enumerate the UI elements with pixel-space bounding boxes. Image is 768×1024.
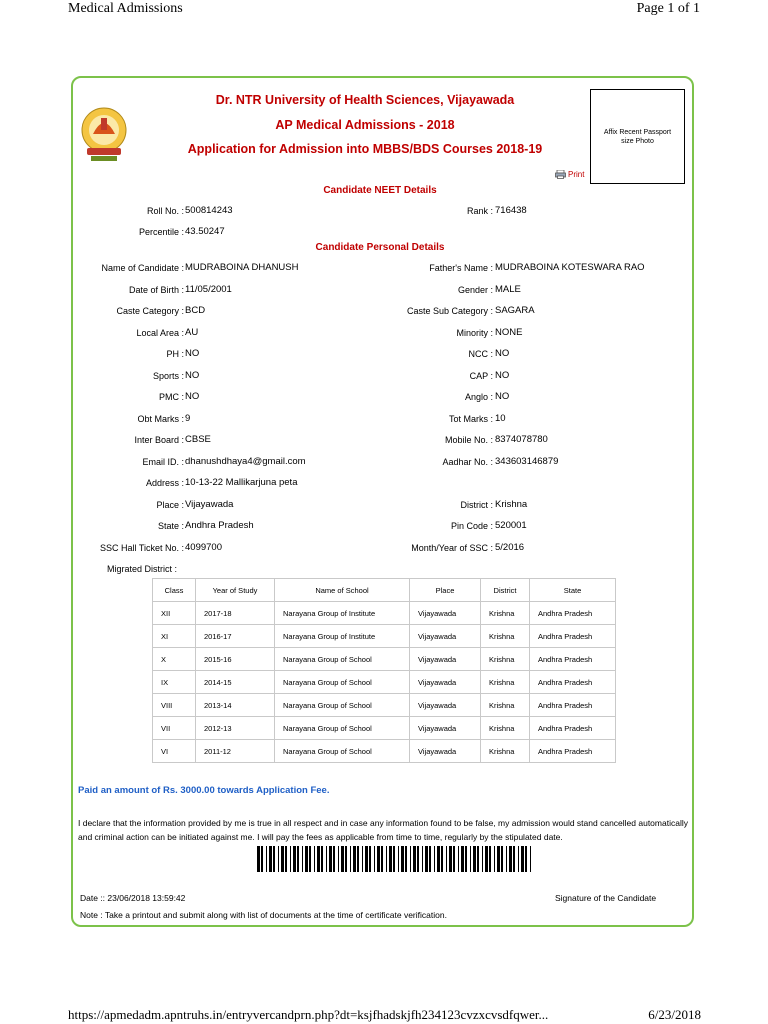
table-cell: VI [153,740,196,763]
detail-label: Place : [156,499,184,510]
barcode-bar [281,846,284,872]
barcode-bar [357,846,359,872]
table-cell: Andhra Pradesh [530,671,616,694]
barcode-bar [326,846,327,872]
detail-value: 8374078780 [495,434,548,445]
detail-label: NCC : [468,349,493,359]
barcode-bar [381,846,383,872]
print-footer-url: https://apmedadm.apntruhs.in/entryvercandprn.php?dt=ksjfhadskjfh234123cvzxcvsdfqwer... [68,1007,549,1022]
detail-value: BCD [185,305,206,316]
barcode-bar [297,846,299,872]
barcode-bar [309,846,311,872]
barcode-bar [530,846,531,872]
detail-label: Address : [145,478,184,488]
barcode-bar [321,846,323,872]
table-cell: 2015-16 [196,648,275,671]
detail-label: Minority : [456,327,493,338]
detail-label: Mobile No. : [444,435,493,445]
barcode-bar [305,846,308,872]
barcode-bar [393,846,395,872]
barcode-bar [333,846,335,872]
barcode-bar [261,846,263,872]
barcode-bar [441,846,443,872]
barcode-bar [429,846,431,872]
table-cell: Andhra Pradesh [530,694,616,717]
barcode-bar [317,846,320,872]
barcode-bar [410,846,411,872]
table-row [153,717,616,740]
barcode-bar [285,846,287,872]
table-cell: XII [153,602,196,625]
col-school: Name of School [275,579,410,602]
barcode-bar [362,846,363,872]
barcode-bar [482,846,483,872]
table-cell: 2012-13 [196,717,275,740]
detail-label: Date of Birth : [128,284,184,295]
barcode-bar [525,846,527,872]
table-cell: Vijayawada [410,717,481,740]
detail-value: 9 [185,412,191,424]
barcode-bar [386,846,387,872]
barcode-bar [278,846,279,872]
barcode-bar [273,846,275,872]
print-header-title: Medical Admissions [68,1,183,16]
detail-label: Name of Candidate : [101,263,184,273]
barcode-bar [489,846,491,872]
barcode-bar [513,846,515,872]
percentile-value: 43.50247 [185,226,225,237]
detail-label: Aadhar No. : [442,456,493,467]
detail-label: Father's Name : [429,263,493,273]
table-cell: Narayana Group of School [275,740,410,763]
table-row [153,648,616,671]
barcode-bar [329,846,332,872]
detail-label: Obt Marks : [137,413,184,424]
table-cell: Krishna [481,717,530,740]
detail-value: AU [185,326,199,338]
barcode-bar [437,846,440,872]
application-date: Date :: 23/06/2018 13:59:42 [80,893,186,903]
table-cell: Narayana Group of School [275,648,410,671]
rank-label: Rank : [466,206,493,216]
detail-label: State : [157,521,184,531]
detail-value: 10 [495,412,506,424]
detail-value: Krishna [495,498,528,510]
barcode-bar [398,846,399,872]
barcode-bar [353,846,356,872]
table-row [153,694,616,717]
col-state: State [530,579,616,602]
table-cell: Andhra Pradesh [530,648,616,671]
col-district: District [481,579,530,602]
school-history-table [152,578,616,763]
detail-label: Inter Board : [134,435,184,445]
fee-paid-notice: Paid an amount of Rs. 3000.00 towards Application Fee. [78,785,330,796]
table-cell: 2011-12 [196,740,275,763]
detail-value: 11/05/2001 [185,283,232,295]
barcode-bar [374,846,375,872]
table-cell: Andhra Pradesh [530,625,616,648]
barcode-bar [449,846,452,872]
table-cell: IX [153,671,196,694]
col-place: Place [410,579,481,602]
table-cell: 2013-14 [196,694,275,717]
print-note: Note : Take a printout and submit along with list of documents at the time of certificate verification. [80,910,447,920]
barcode-bar [338,846,339,872]
table-cell: Vijayawada [410,648,481,671]
table-row [153,740,616,763]
detail-value: NO [185,348,200,359]
detail-label: Local Area : [136,327,184,338]
detail-label: Tot Marks : [448,413,493,424]
barcode-bar [465,846,467,872]
percentile-label: Percentile : [138,227,184,237]
table-cell: Krishna [481,694,530,717]
detail-label: Caste Sub Category : [406,306,493,316]
table-cell: Krishna [481,671,530,694]
table-cell: 2016-17 [196,625,275,648]
detail-value: CBSE [185,434,211,445]
barcode-bar [506,846,507,872]
detail-label: Email ID. : [142,456,184,467]
detail-value: SAGARA [495,305,535,316]
table-cell: Krishna [481,625,530,648]
barcode-bar [470,846,471,872]
table-cell: Vijayawada [410,694,481,717]
barcode-bar [293,846,296,872]
detail-label: Anglo : [464,392,493,402]
detail-label: Caste Category : [116,306,184,316]
barcode-bar [401,846,404,872]
table-cell: Vijayawada [410,625,481,648]
table-row [153,602,616,625]
table-cell: Vijayawada [410,602,481,625]
barcode-bar [422,846,423,872]
detail-value: MALE [495,283,521,295]
table-cell: 2017-18 [196,602,275,625]
detail-value: MUDRABOINA DHANUSH [185,262,299,273]
barcode-bar [521,846,524,872]
detail-label: PH : [166,349,184,359]
barcode-bar [413,846,416,872]
table-cell: Andhra Pradesh [530,740,616,763]
barcode-bar [461,846,464,872]
print-link[interactable] [555,170,584,179]
barcode-bar [494,846,495,872]
table-cell: Narayana Group of School [275,717,410,740]
print-label[interactable]: Print [568,170,585,179]
detail-label: Pin Code : [450,521,493,531]
col-year: Year of Study [196,579,275,602]
barcode-icon [257,846,535,872]
detail-value: dhanushdhaya4@gmail.com [185,455,306,467]
barcode-bar [257,846,260,872]
detail-value: NO [495,348,510,359]
barcode-bar [446,846,447,872]
barcode-bar [341,846,344,872]
signature-label: Signature of the Candidate [555,893,657,903]
barcode-bar [369,846,371,872]
barcode-bar [509,846,512,872]
declaration-text: I declare that the information provided by me is true in all respect and in case any information found to be false, my admission would stand cancelled automatically and criminal action can be initiated against me. I will pay the fees as applicable from time to time, regularly by the stipulated date. [78,818,688,842]
photo-placeholder-text: Affix Recent Passport size Photo [603,128,672,145]
barcode-bar [350,846,351,872]
barcode-bar [501,846,503,872]
printer-icon [555,170,566,179]
detail-value: NO [185,391,200,402]
table-cell: Krishna [481,740,530,763]
detail-value: NO [495,369,510,381]
personal-section-heading: Candidate Personal Details [315,242,445,253]
table-cell: VIII [153,694,196,717]
print-footer-date: 6/23/2018 [648,1007,701,1022]
detail-label: SSC Hall Ticket No. : [99,542,184,553]
roll-label: Roll No. : [146,206,184,216]
barcode-bar [473,846,476,872]
barcode-bar [290,846,291,872]
admission-title: AP Medical Admissions - 2018 [275,118,455,132]
table-cell: 2014-15 [196,671,275,694]
detail-label: CAP : [469,370,493,381]
detail-value: Vijayawada [185,498,234,510]
detail-label: Sports : [152,370,184,381]
table-cell: Narayana Group of School [275,671,410,694]
detail-value: 5/2016 [495,541,525,553]
detail-label: District : [460,499,493,510]
barcode-bar [417,846,419,872]
barcode-bar [365,846,368,872]
detail-value: Andhra Pradesh [185,520,254,531]
barcode-bar [314,846,315,872]
detail-label: Migrated District : [107,564,178,574]
detail-value: MUDRABOINA KOTESWARA RAO [495,262,645,273]
detail-value: 10-13-22 Mallikarjuna peta [185,477,298,488]
print-header-page: Page 1 of 1 [636,1,700,16]
detail-value: NO [185,369,200,381]
table-cell: Narayana Group of School [275,694,410,717]
barcode-bar [405,846,407,872]
barcode-bar [434,846,435,872]
table-header-row [153,579,616,602]
table-cell: Andhra Pradesh [530,717,616,740]
table-cell: Narayana Group of Institute [275,625,410,648]
photo-placeholder [590,89,685,184]
barcode-bar [377,846,380,872]
detail-value: NO [495,391,510,402]
barcode-bar [269,846,272,872]
detail-value: 343603146879 [495,455,559,467]
detail-value: 4099700 [185,541,222,553]
detail-value: NONE [495,326,523,338]
barcode-bar [425,846,428,872]
barcode-bar [518,846,519,872]
rank-value: 716438 [495,205,527,216]
table-cell: Narayana Group of Institute [275,602,410,625]
university-logo-icon [79,104,129,166]
university-title: Dr. NTR University of Health Sciences, Vijayawada [215,93,515,107]
barcode-bar [345,846,347,872]
barcode-bar [389,846,392,872]
col-class: Class [153,579,196,602]
barcode-bar [266,846,267,872]
table-cell: Andhra Pradesh [530,602,616,625]
neet-section-heading: Candidate NEET Details [323,185,437,196]
barcode-bar [302,846,303,872]
table-row [153,671,616,694]
table-cell: Krishna [481,602,530,625]
table-cell: VII [153,717,196,740]
barcode-bar [497,846,500,872]
table-row [153,625,616,648]
barcode-bar [477,846,479,872]
table-cell: Vijayawada [410,671,481,694]
table-cell: XI [153,625,196,648]
application-title: Application for Admission into MBBS/BDS Courses 2018-19 [187,142,543,156]
table-cell: Krishna [481,648,530,671]
table-cell: Vijayawada [410,740,481,763]
roll-value: 500814243 [185,205,233,216]
table-cell: X [153,648,196,671]
detail-label: PMC : [158,392,184,402]
barcode-bar [458,846,459,872]
detail-label: Month/Year of SSC : [411,542,493,553]
detail-label: Gender : [457,284,493,295]
detail-value: 520001 [495,520,527,531]
barcode-bar [453,846,455,872]
barcode-bar [485,846,488,872]
